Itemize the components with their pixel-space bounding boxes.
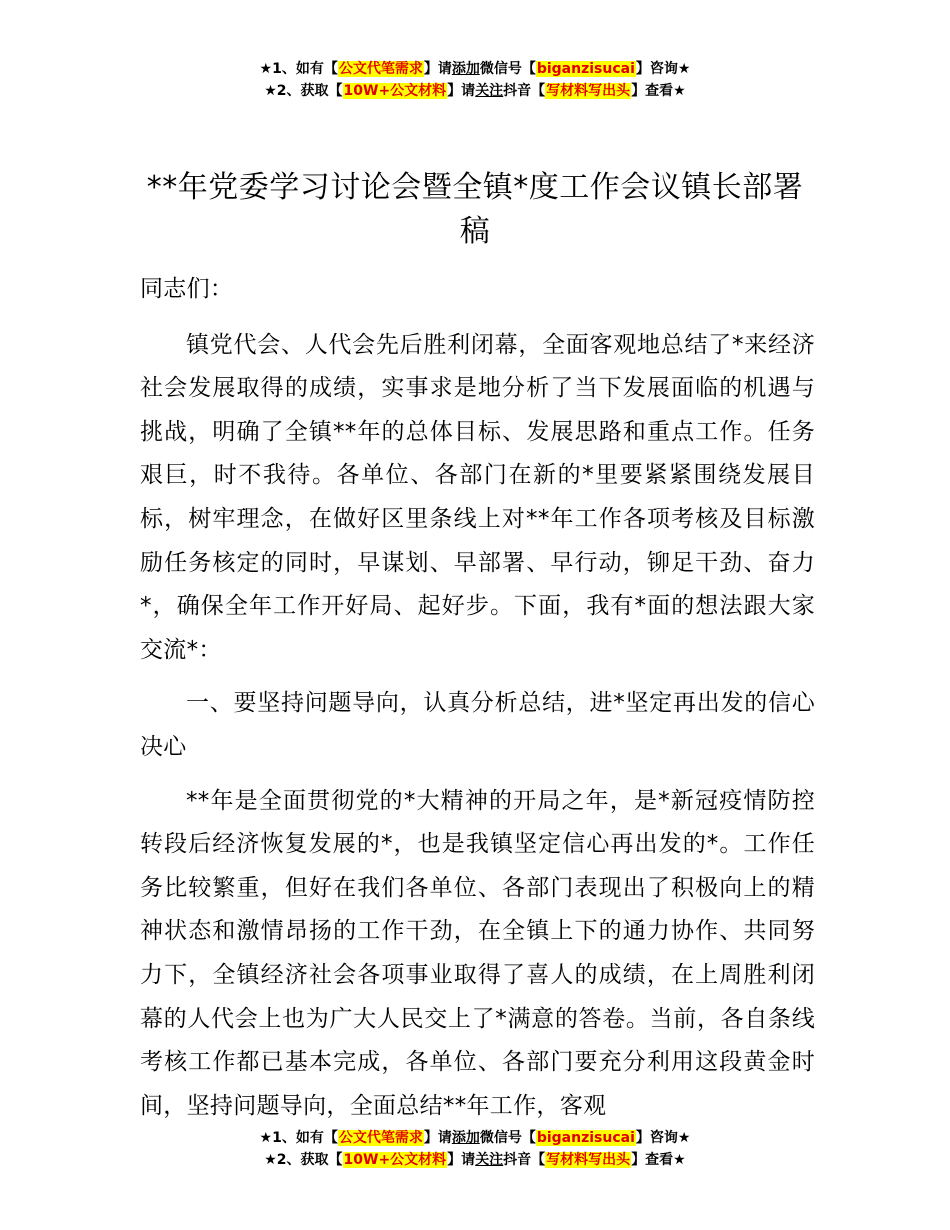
- banner-highlight: biganzisucai: [536, 61, 635, 77]
- banner-text: 】请: [447, 1152, 476, 1168]
- banner-underline: 关注: [475, 83, 504, 99]
- banner-highlight: biganzisucai: [536, 1130, 635, 1146]
- greeting: 同志们：: [140, 276, 234, 302]
- banner-line-2: [0, 80, 950, 102]
- banner-highlight: 写材料写出头: [546, 1152, 631, 1168]
- banner-text: 】请: [447, 83, 476, 99]
- banner-highlight: 公文代笔需求: [338, 1130, 423, 1146]
- banner-text: ★2、获取【: [264, 83, 343, 99]
- banner-text: 】请: [423, 61, 452, 77]
- paragraph: **年是全面贯彻党的*大精神的开局之年，是*新冠疫情防控转段后经济恢复发展的*，也是我镇坚定信心再出发的*。工作任务比较繁重，但好在我们各单位、各部门表现出了积极向上的精神状态和激情昂扬的工作干劲，在全镇上下的通力协作、共同努力下，全镇经济社会各项事业取得了喜人的成绩，在上周胜利闭幕的人代会上也为广大人民交上了*满意的答卷。当前，各自条线考核工作都已基本完成，各单位、各部门要充分利用这段黄金时间，坚持问题导向，全面总结**年工作，客观: [140, 787, 815, 1119]
- banner-text: 】请: [423, 1130, 452, 1146]
- banner-underline: 添加: [451, 61, 480, 77]
- banner-text: ★1、如有【: [259, 61, 338, 77]
- banner-text: 微信号【: [479, 1130, 536, 1146]
- banner-text: 】查看★: [631, 1152, 686, 1168]
- banner-highlight: 公文代笔需求: [338, 61, 423, 77]
- banner-text: 抖音【: [503, 1152, 546, 1168]
- document-body: [140, 268, 815, 1138]
- banner-highlight: 10W+公文材料: [343, 1152, 447, 1168]
- banner-text: ★1、如有【: [259, 1130, 338, 1146]
- banner-underline: 关注: [475, 1152, 504, 1168]
- banner-text: 】咨询★: [635, 1130, 691, 1146]
- section-heading: 一、要坚持问题导向，认真分析总结，进*坚定再出发的信心决心: [140, 690, 815, 760]
- bottom-banner: [0, 1127, 950, 1171]
- banner-text: 】查看★: [631, 83, 686, 99]
- top-banner: [0, 58, 950, 102]
- paragraph: 镇党代会、人代会先后胜利闭幕，全面客观地总结了*来经济社会发展取得的成绩，实事求是地分析了当下发展面临的机遇与挑战，明确了全镇**年的总体目标、发展思路和重点工作。任务艰巨，时不我待。各单位、各部门在新的*里要紧紧围绕发展目标，树牢理念，在做好区里条线上对**年工作各项考核及目标激励任务核定的同时，早谋划、早部署、早行动，铆足干劲、奋力*，确保全年工作开好局、起好步。下面，我有*面的想法跟大家交流*：: [140, 331, 815, 663]
- banner-text: ★2、获取【: [264, 1152, 343, 1168]
- banner-highlight: 10W+公文材料: [343, 83, 447, 99]
- banner-text: 】咨询★: [635, 61, 691, 77]
- banner-text: 微信号【: [479, 61, 536, 77]
- document-title: **年党委学习讨论会暨全镇*度工作会议镇长部署稿: [146, 170, 804, 249]
- banner-line-1: [0, 58, 950, 80]
- banner-underline: 添加: [451, 1130, 480, 1146]
- banner-line-2: [0, 1149, 950, 1171]
- banner-line-1: [0, 1127, 950, 1149]
- banner-text: 抖音【: [503, 83, 546, 99]
- banner-highlight: 写材料写出头: [546, 83, 631, 99]
